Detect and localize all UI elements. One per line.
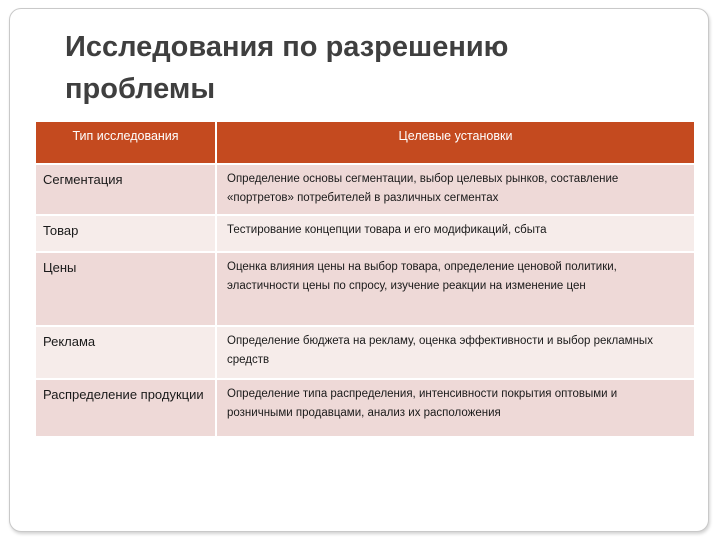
- row-type: Цены: [36, 251, 217, 325]
- row-type: Реклама: [36, 325, 217, 378]
- table-row: [36, 251, 694, 325]
- table-row: [36, 325, 694, 378]
- row-goals: Оценка влияния цены на выбор товара, определение ценовой политики, эластичности цены по спросу, изучение реакции на изменение цен: [217, 251, 694, 325]
- research-table: [36, 122, 694, 436]
- table-row: [36, 378, 694, 436]
- table-row: [36, 214, 694, 251]
- table-row: [36, 163, 694, 214]
- row-goals: Определение типа распределения, интенсивности покрытия оптовыми и розничными продавцами, анализ их расположения: [217, 378, 694, 436]
- row-type: Сегментация: [36, 163, 217, 214]
- row-type: Товар: [36, 214, 217, 251]
- header-target-goals: Целевые установки: [217, 122, 694, 163]
- row-goals: Тестирование концепции товара и его модификаций, сбыта: [217, 214, 694, 251]
- header-research-type: Тип исследования: [36, 122, 217, 163]
- slide-title: Исследования по разрешению проблемы: [65, 31, 509, 105]
- table-header-row: [36, 122, 694, 163]
- row-goals: Определение бюджета на рекламу, оценка эффективности и выбор рекламных средств: [217, 325, 694, 378]
- row-type: Распределение продукции: [36, 378, 217, 436]
- row-goals: Определение основы сегментации, выбор целевых рынков, составление «портретов» потребителей в различных сегментах: [217, 163, 694, 214]
